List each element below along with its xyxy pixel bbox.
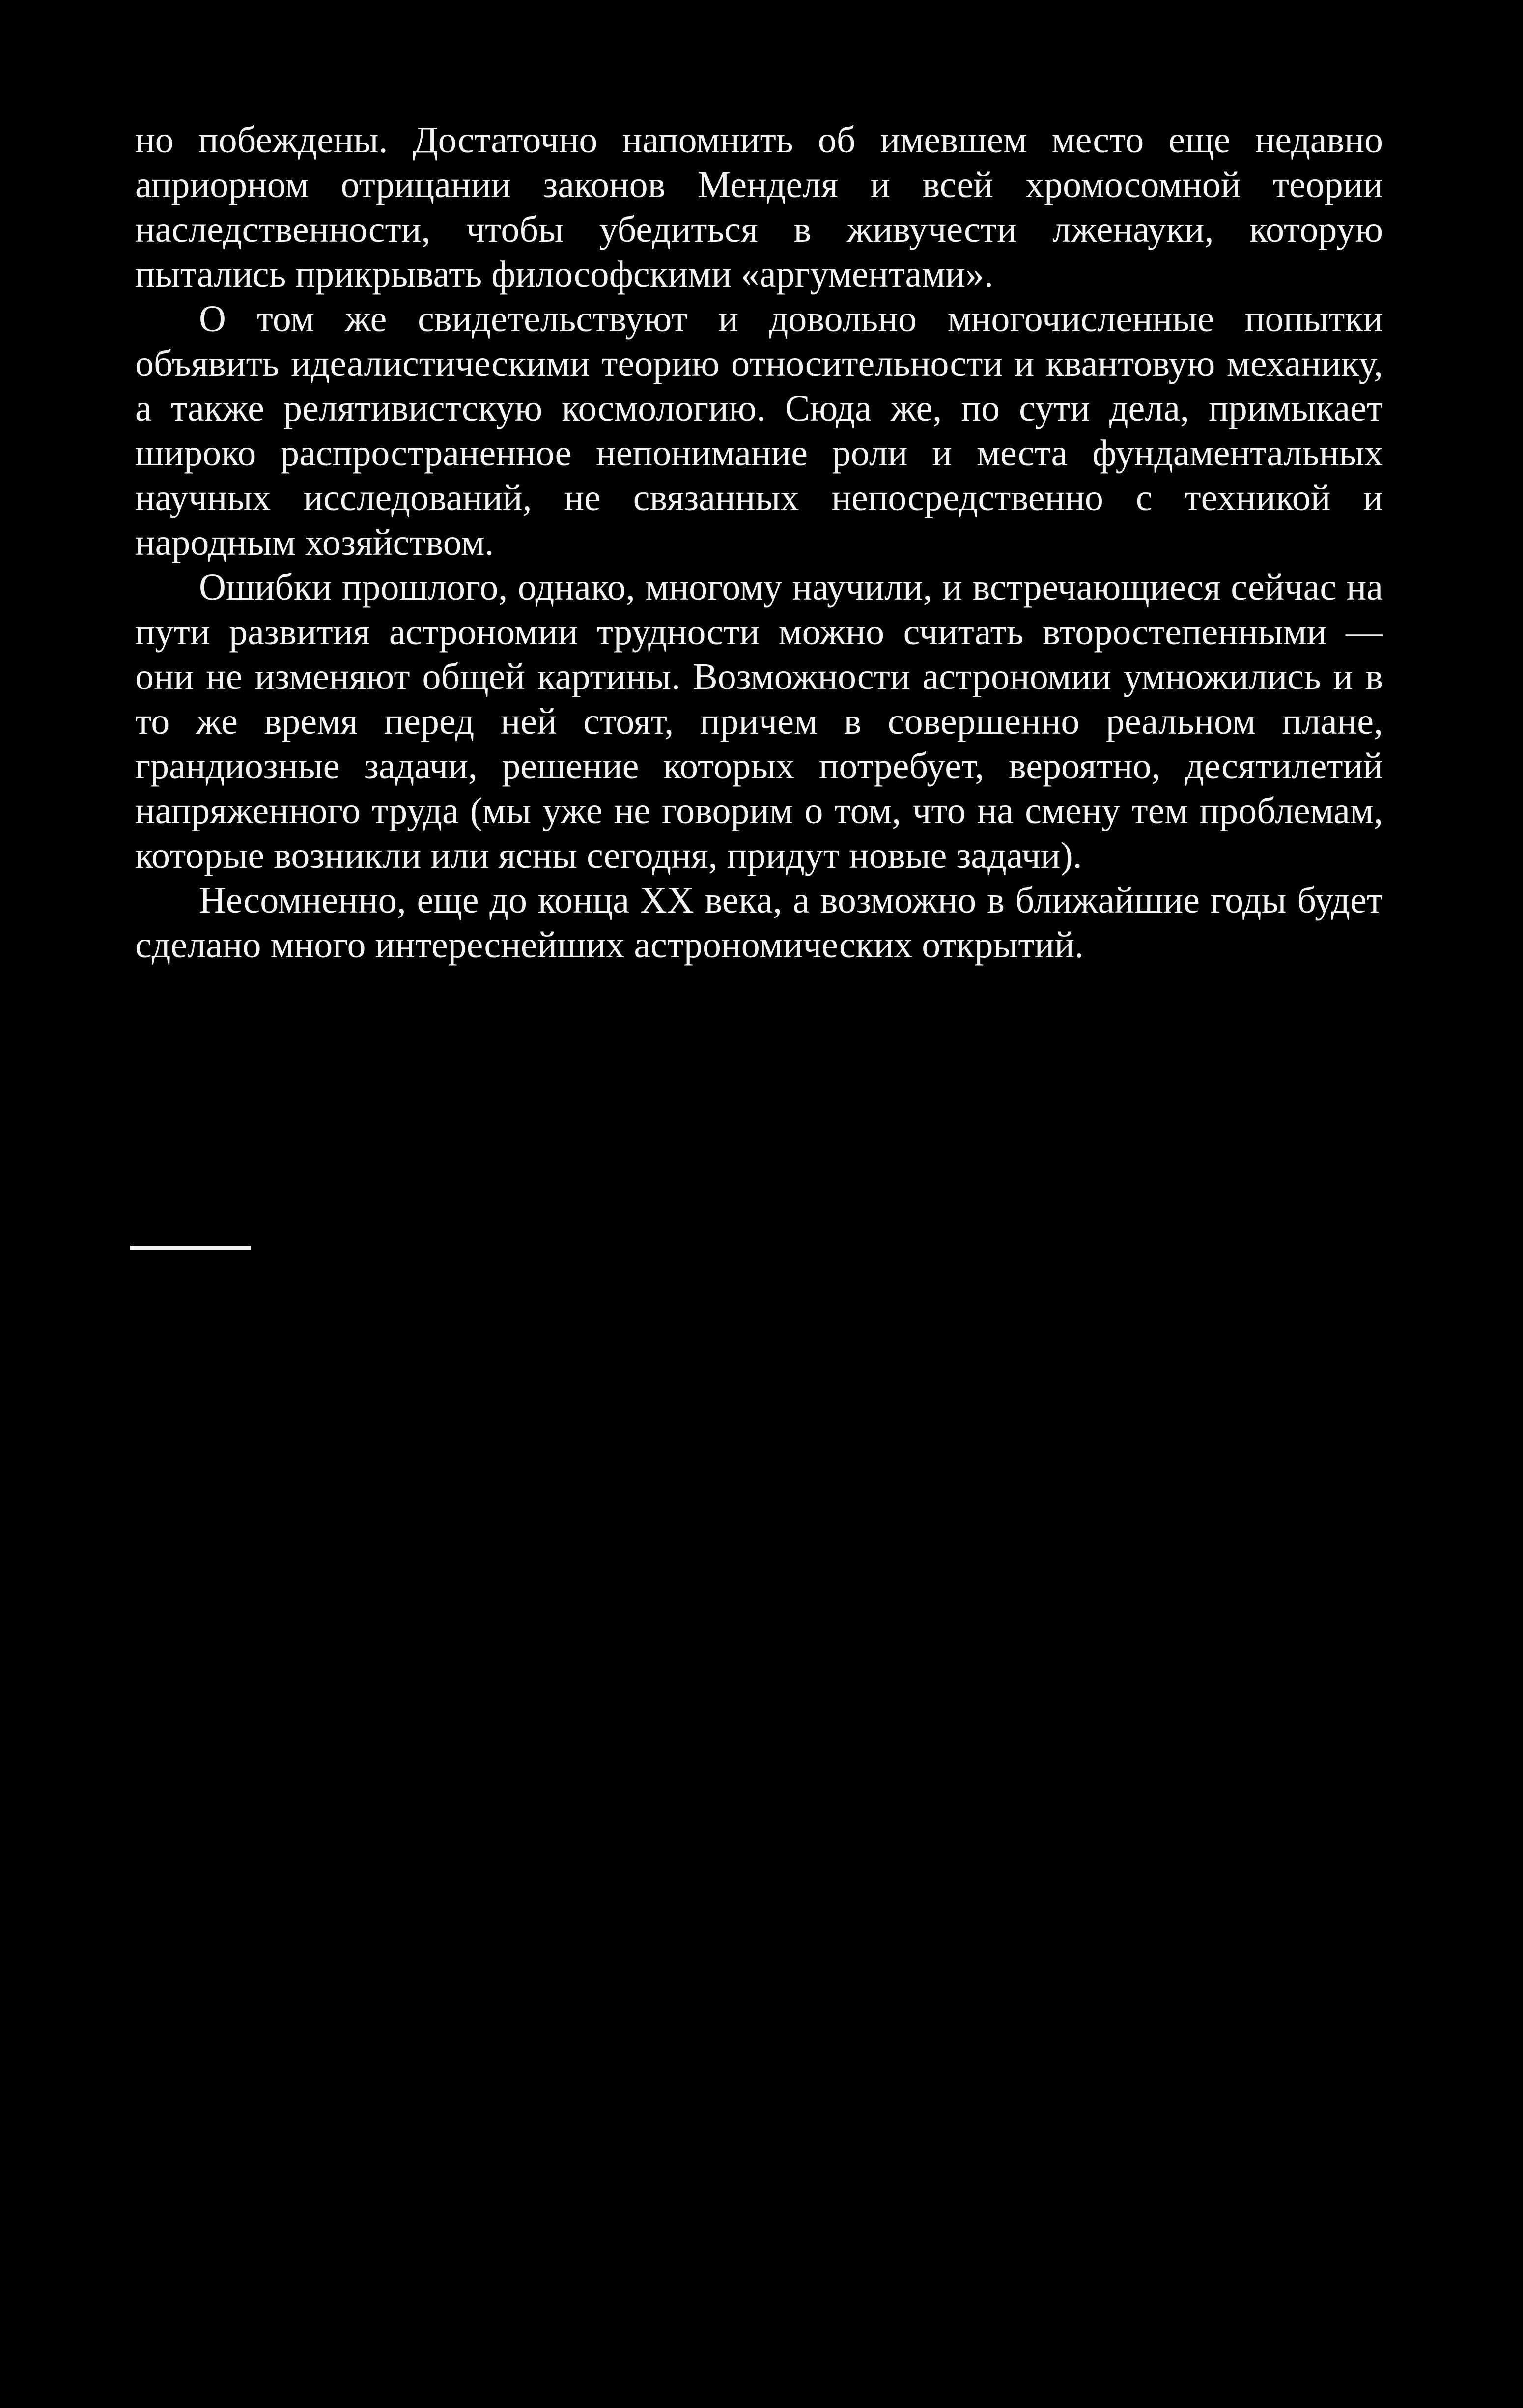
- paragraph-relativity: О том же свидетельствуют и довольно многочисленные попытки объявить идеалистическими теорию относительности и квантовую механику, а также релятивистскую космологию. Сюда же, по сути дела, примыкает широко распространенное непонимание роли и места фундаментальных научных исследований, не связанных непосредственно с техникой и народным хозяйством.: [135, 298, 1383, 563]
- text-column: [135, 118, 1383, 968]
- paragraph-discoveries: Несомненно, еще до конца XX века, а возможно в ближайшие годы будет сделано много интереснейших астрономических открытий.: [135, 880, 1383, 966]
- footnote-divider: [130, 1246, 251, 1250]
- paragraph-continuation: но побеждены. Достаточно напомнить об имевшем место еще недавно априорном отрицании законов Менделя и всей хромосомной теории наследственности, чтобы убедиться в живучести лженауки, которую пытались прикрывать философскими «аргументами».: [135, 119, 1383, 295]
- paragraph-past-errors: Ошибки прошлого, однако, многому научили, и встречающиеся сейчас на пути развития астрономии трудности можно считать второстепенными — они не изменяют общей картины. Возможности астрономии умножились и в то же время перед ней стоят, причем в совершенно реальном плане, грандиозные задачи, решение которых потребует, вероятно, десятилетий напряженного труда (мы уже не говорим о том, что на смену тем проблемам, которые возникли или ясны сегодня, придут новые задачи).: [135, 567, 1383, 876]
